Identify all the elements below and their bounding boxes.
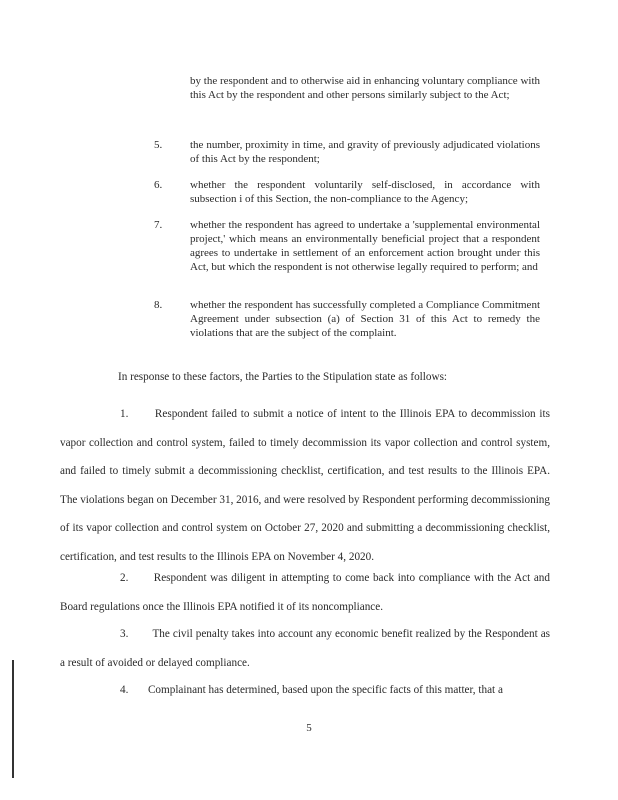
paragraph-number: 4. bbox=[120, 684, 129, 696]
paragraph-number: 1. bbox=[120, 408, 129, 420]
paragraph-number: 3. bbox=[120, 628, 129, 640]
paragraph-4 bbox=[60, 676, 550, 705]
paragraph-3 bbox=[60, 620, 550, 677]
factor-number: 8. bbox=[154, 299, 163, 311]
paragraph-2 bbox=[60, 564, 550, 621]
intro-text: In response to these factors, the Parties to the Stipulation state as follows: bbox=[118, 371, 448, 383]
paragraph-text: Respondent was diligent in attempting to come back into compliance with the Act and Board regulations once the Illinois EPA notified it of its noncompliance. bbox=[60, 572, 550, 613]
factor-number: 7. bbox=[154, 219, 163, 231]
factor-text: whether the respondent has successfully completed a Compliance Commitment Agreement under subsection (a) of Section 31 of this Act to remedy the violations that are the subject of the complaint. bbox=[190, 299, 540, 339]
factor-text: whether the respondent has agreed to undertake a 'supplemental environmental project,' which means an environmentally beneficial project that a respondent agrees to undertake in settlement of an enforcement action brought under this Act, but which the respondent is not otherwise legally required to perform; and bbox=[190, 219, 540, 273]
paragraph-1 bbox=[60, 400, 550, 571]
factor-number: 5. bbox=[154, 139, 163, 151]
page-number: 5 bbox=[306, 722, 312, 734]
factor-number: 6. bbox=[154, 179, 163, 191]
factor-text: whether the respondent voluntarily self-disclosed, in accordance with subsection i of this Section, the non-compliance to the Agency; bbox=[190, 179, 540, 205]
paragraph-number: 2. bbox=[120, 572, 129, 584]
factor-text: the number, proximity in time, and gravity of previously adjudicated violations of this Act by the respondent; bbox=[190, 139, 540, 165]
paragraph-text: Complainant has determined, based upon the specific facts of this matter, that a bbox=[147, 684, 503, 696]
paragraph-text: The civil penalty takes into account any economic benefit realized by the Respondent as a result of avoided or delayed compliance. bbox=[60, 628, 551, 669]
paragraph-text: Respondent failed to submit a notice of intent to the Illinois EPA to decommission its vapor collection and control system, failed to timely decommission its vapor collection and control system, and failed to timely submit a decommissioning checklist, certification, and test results to the Illinois EPA. The violations began on December 31, 2016, and were resolved by Respondent performing decommissioning of its vapor collection and control system on October 27, 2020 and submitting a decommissioning checklist, certification, and test results to the Illinois EPA on November 4, 2020. bbox=[60, 408, 550, 563]
margin-line bbox=[12, 660, 14, 778]
continuation-text: by the respondent and to otherwise aid in enhancing voluntary compliance with this Act by the respondent and other persons similarly subject to the Act; bbox=[190, 75, 540, 101]
